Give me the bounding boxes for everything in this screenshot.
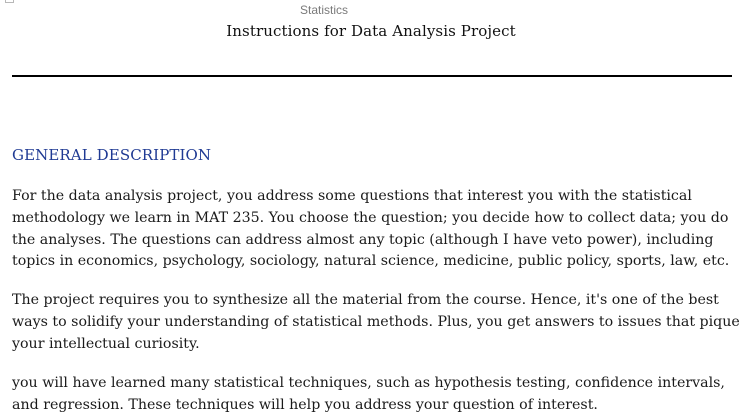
header-divider: [12, 75, 732, 77]
paragraph-project-overview: [12, 186, 740, 273]
paragraph-techniques: [12, 373, 740, 417]
document-title: Instructions for Data Analysis Project: [226, 22, 516, 40]
section-heading-general-description: GENERAL DESCRIPTION: [12, 146, 212, 164]
paragraph-line: you will have learned many statistical techniques, such as hypothesis testing, confidence intervals,: [12, 375, 725, 391]
paragraph-line: For the data analysis project, you address some questions that interest you with the statistical: [12, 188, 692, 204]
paragraph-line: and regression. These techniques will help you address your question of interest.: [12, 396, 598, 413]
paragraph-line: topics in economics, psychology, sociology, natural science, medicine, public policy, sports, law, etc.: [12, 253, 730, 270]
paragraph-line: ways to solidify your understanding of statistical methods. Plus, you get answers to issues that pique: [12, 313, 740, 330]
paragraph-project-purpose: [12, 290, 740, 355]
paragraph-line: the analyses. The questions can address almost any topic (although I have veto power), including: [12, 231, 714, 248]
header-course-name: Statistics: [299, 3, 348, 17]
paragraph-line: your intellectual curiosity.: [12, 335, 200, 352]
paragraph-line: methodology we learn in MAT 235. You choose the question; you decide how to collect data; you do: [12, 209, 729, 226]
paragraph-line: The project requires you to synthesize all the material from the course. Hence, it's one of the best: [12, 292, 719, 308]
